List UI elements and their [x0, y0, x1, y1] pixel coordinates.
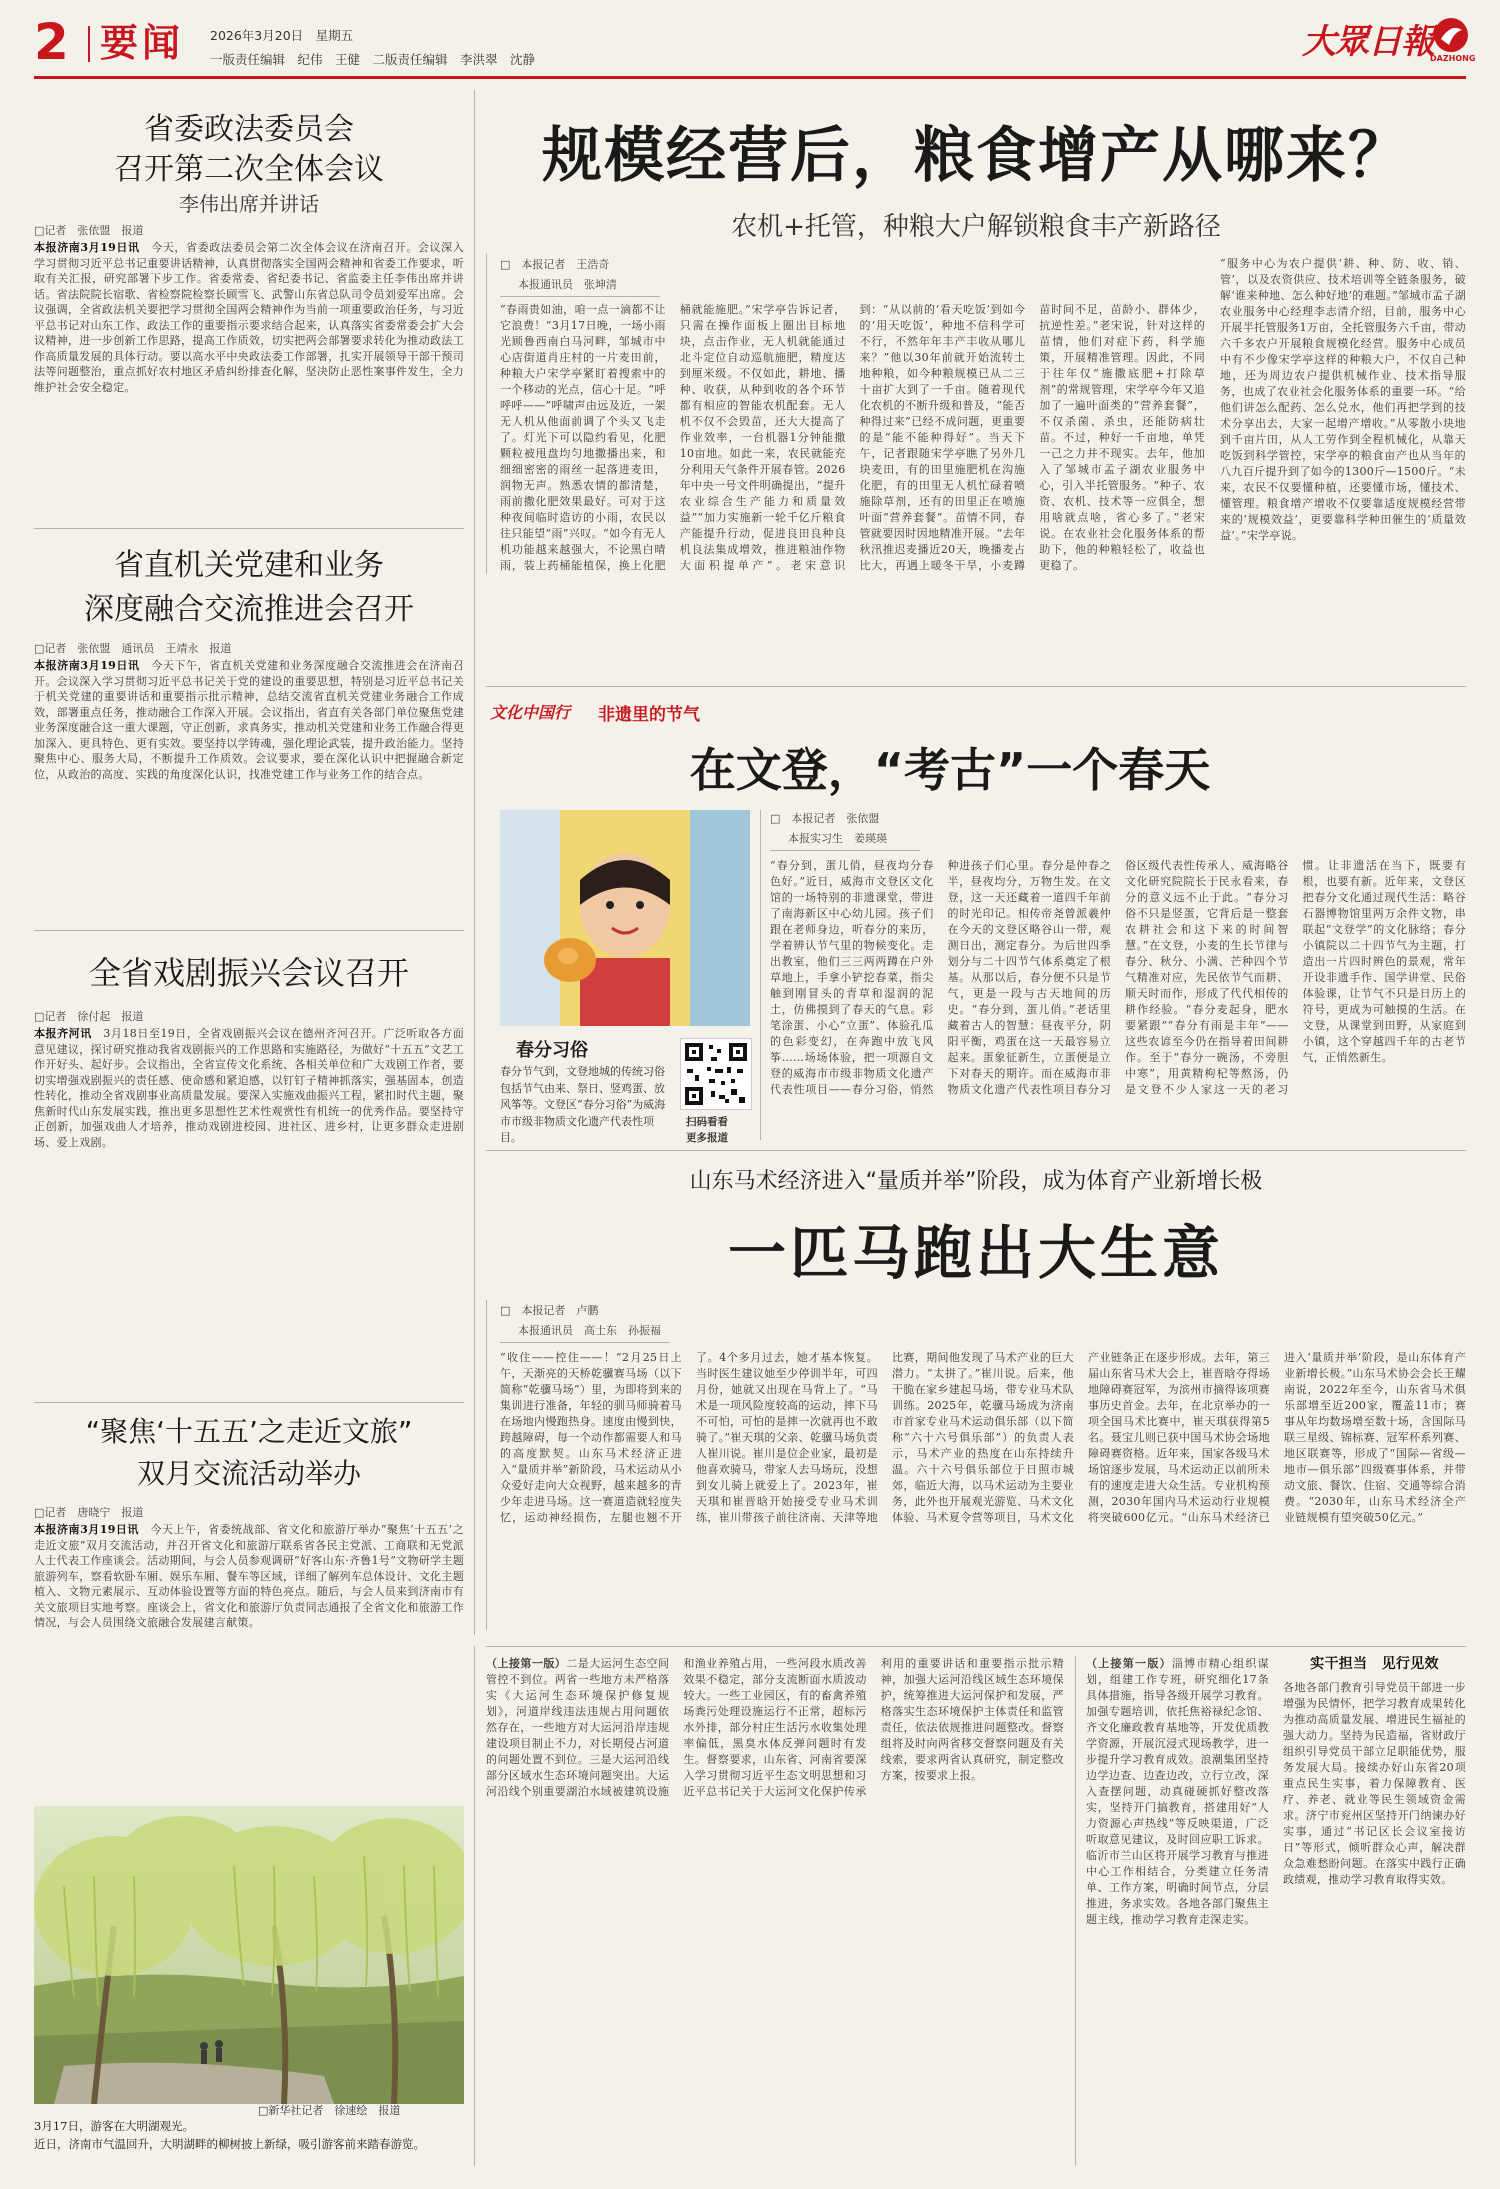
- article-4-title-line1: “聚焦‘十五五’之走近文旅”: [85, 1415, 413, 1448]
- byline-divider: [486, 254, 487, 574]
- feature-banner-logo: 文化中国行: [490, 703, 571, 722]
- divider: [486, 1150, 1466, 1151]
- qr-label-1: 扫码看看: [686, 1116, 728, 1128]
- byline-underline: [770, 850, 920, 851]
- article-2-text: 今天下午，省直机关党建和业务深度融合交流推进会在济南召开。会议深入学习贯彻习近平总书记关于党的建设的重要思想，特别是习近平总书记关于机关党建的重要讲话和重要指示批示精神，总结交流省直机关党建业务融合工作成效，部署重点任务，推动融合工作深入开展。会议指出，省直有关各部门单位聚焦党建业务深度融合这一重大课题，守正创新，求真务实，推动机关党建和业务工作融合得更加深入、更具特色、更有实效。要坚持以学铸魂，强化理论武装，提升政治能力。坚持聚焦中心、服务大局，不断提升工作质效。会议要求，要在深化认识中把握融合新定位，从政治的高度、实践的角度深化认识，找准党建工作与业务工作的结合点。: [34, 659, 464, 781]
- logo-text: 大眾日報: [1302, 22, 1434, 62]
- byline-underline: [500, 296, 660, 297]
- divider: [486, 1646, 1466, 1647]
- article-3-body: [34, 1026, 464, 1418]
- horse-byline-correspondents: 本报通讯员 高士东 孙振福: [518, 1324, 661, 1337]
- horse-body: “收住——控住——！”2月25日上午，天渐亮的天桥乾骥赛马场（以下简称“乾骥马场”）里，为即将到来的集训进行准备，年轻的驯马师骑着马在场地内慢跑热身。速度由慢到快，跨越障碍，每一个动作都需要人和马的高度默契。山东马术经济正进入“量质并举”新阶段，马术运动从小众爱好走向大众视野，越来越多的青少年走进马场。这一赛道造就轻度失忆，运动神经损伤，左腿也翘不开了。4个多月过去，她才基本恢复。当时医生建议她至少停训半年，可四月份，她就又出现在马背上了。“马术是一项风险度较高的运动，摔下马不可怕，可怕的是摔一次就再也不敢骑了。”崔天琪的父亲、乾骥马场负责人崔川说。崔川是位企业家，最初是他喜欢骑马，带家人去马场玩，没想到女儿骑上就爱上了。2023年，崔天琪和崔晋晗开始接受专业马术训练，崔川带孩子前往济南、天津等地比赛，期间他发现了马术产业的巨大潜力。“太拼了。”崔川说。后来，他干脆在家乡建起马场，带专业马术队训练。2025年，乾骥马场成为济南市首家专业马术运动俱乐部（以下简称“六十六号俱乐部”）的负责人表示，马术产业的热度在山东持续升温。六十六号俱乐部位于日照市城郊，临近大海，以马术运动为主要业务，此外也开展观光游览、马术文化体验、马术夏令营等项目，马术文化产业链条正在逐步形成。去年，第三届山东省马术大会上，崔晋晗夺得场地障碍赛冠军，为滨州市摘得该项赛事历史首金。去年，在北京举办的一项全国马术比赛中，崔天琪获得第5名。聂宝儿则已获中国马术协会场地障碍赛资格。近年来，国家各级马术场馆逐步发展，马术运动正以前所未有的速度走进大众生活。专业机构预测，2030年国内马术运动行业规模将突破600亿元。“山东马术经济已进入‘量质并举’阶段，是山东体育产业新增长极。”山东马术协会会长王耀南说，2022年至今，山东省马术俱乐部增至近200家，覆盖11市；赛事从年均数场增至数十场，含国际马联三星级、锦标赛、冠军杯系列赛、地区联赛等，形成了“国际—省级—地市—俱乐部”四级赛事体系，并带动文旅、餐饮、住宿、交通等综合消费。“2030年，山东马术经济全产业链规模有望突破50亿元。”: [500, 1351, 1466, 1524]
- qr-label-2: 更多报道: [686, 1132, 728, 1144]
- article-1-title-line2: 召开第二次全体会议: [114, 152, 384, 187]
- feature-photo-title: 春分习俗: [516, 1040, 588, 1061]
- article-1-subtitle: 李伟出席并讲话: [179, 192, 319, 216]
- article-1-dateline: 本报济南3月19日讯: [34, 241, 140, 254]
- article-2-byline: □记者 张依盟 通讯员 王靖永 报道: [34, 642, 232, 655]
- article-3-text: 3月18日至19日，全省戏剧振兴会议在德州齐河召开。广泛听取各方面意见建议，探讨研究推动我省戏剧振兴的工作思路和实施路径，为做好“十五五”文艺工作开好头、起好步。会议指出，全省宣传文化系统、各相关单位和广大戏剧工作者，要切实增强戏剧振兴的责任感、使命感和紧迫感，以钉钉子精神抓落实，强基固本，创造性转化，推动全省戏剧事业高质量发展。要深入实施戏曲振兴工程，紧扣时代主题，聚焦新时代山东发展实践，推出更多思想性艺术性观赏性有机统一的优秀作品。要坚持守正创新，加强戏曲人才培养，推动戏剧进校园、进社区、进乡村，让更多群众走进剧场、爱上戏剧。: [34, 1027, 464, 1149]
- willow-lake-photo: [34, 1806, 464, 2104]
- horse-kicker: 山东马术经济进入“量质并举”阶段，成为体育产业新增长极: [689, 1169, 1263, 1194]
- photo-caption-line1: 3月17日，游客在大明湖观光。: [34, 2119, 194, 2133]
- feature-body: “春分到，蛋儿俏，昼夜均分春色好。”近日，威海市文登区文化馆的一场特别的非遗课堂，带进了南海新区中心幼儿园。孩子们跟在老师身边，听春分的来历，学着辨认节气里的物候变化。走出教室，他们三三两两蹲在户外草地上，手拿小铲挖春菜，指尖触到刚冒头的青草和湿润的泥土，仿佛摸到了春天的气息。彩笔涂蛋、小心“立蛋”、体验孔瓜的色彩变幻，在奔跑中放飞风筝……场场体验，把一项源自文登的威海市市级非物质文化遗产代表性项目——春分习俗，悄然种进孩子们心里。春分是仲春之半，昼夜均分，万物生发。在文登，这一天还藏着一道四千年前的时光印记。相传帝尧曾派羲仲在今天的文登区略谷山一带，观测日出，测定春分。为后世四季划分与二十四节气体系奠定了根基。从那以后，春分便不只是节气，更是一段与古天地间的历史。“春分到，蛋儿俏。”老话里藏着古人的智慧：昼夜平分，阴阳平衡，鸡蛋在这一天最容易立起来。蛋象征新生，立蛋便是立下对春天的期许。而在威海市非物质文化遗产代表性项目春分习俗区级代表性传承人、威海略谷文化研究院院长于民永看来，春分的意义远不止于此。“春分习俗不只是竖蛋，它背后是一整套农耕社会和这下来的时间智慧。”在文登，小麦的生长节律与春分、秋分、小满、芒种四个节气精准对应，先民依节气而耕、顺天时而作，形成了代代相传的耕作经验。“春分麦起身，肥水要紧跟”“春分有雨是丰年”——这些农谚至今仍在指导着田间耕作。至于“春分一碗汤，不旁胆中寒”，用黄精枸杞等熬汤，仍是文登不少人家这一天的老习惯。让非遗活在当下，既要有根，也要有新。近年来，文登区把春分文化通过现代生活：略谷石器博物馆里两万余件文物，串联起“文登学”的文化脉络；春分小镇院以二十四节气为主题，打造出一片四时辨色的景观，常年开设非遗手作、国学讲堂、民俗体验课，让节气不只是日历上的符号，更成为可触摸的生活。在文登，从课堂到田野，从家庭到小镇，这个穿越四千年的古老节气，正悄然新生。: [770, 859, 1466, 1096]
- article-4-body: [34, 1522, 464, 1784]
- article-2-title-line1: 省直机关党建和业务: [114, 548, 384, 583]
- article-3-dateline: 本报齐河讯: [34, 1027, 92, 1040]
- qr-code[interactable]: [680, 1038, 752, 1110]
- logo-emblem-icon: [1434, 18, 1468, 52]
- article-1-text: 今天，省委政法委员会第二次全体会议在济南召开。会议深入学习贯彻习近平总书记重要讲话精神，认真贯彻落实全国两会精神和省委工作要求，听取有关汇报，研究部署下步工作。省委常委、省纪委书记、省监委主任李伟出席并讲话。省法院院长宿歌、省检察院检察长顾雪飞、武警山东省总队司令员刘爱军出席。会议强调，全省政法机关要把学习贯彻全国两会精神作为当前一项重要政治任务，与习近平总书记对山东工作、政法工作的重要指示要求结合起来，认真落实省委常委会扩大会议精神，进一步创新工作思路，提高工作质效，切实把两会部署要求转化为推动政法工作高质量发展的具体行动。要以高水平中央政法委工作部署，扎实开展领导干部干预司法等问题整治，重点抓好农村地区矛盾纠纷排查化解，坚决防止恶性案事件发生，全力维护社会安全稳定。: [34, 241, 464, 394]
- bottom-right-subhead: 实干担当 见行见效: [1310, 1656, 1439, 1672]
- divider: [486, 686, 1466, 687]
- article-4-title-line2: 双月交流活动举办: [136, 1457, 361, 1490]
- main1-byline-reporter: □ 本报记者 王浩奇: [500, 258, 610, 271]
- section-name: 要闻: [100, 21, 185, 65]
- feature-banner: [490, 696, 790, 726]
- article-2-title-line2: 深度融合交流推进会召开: [84, 592, 414, 627]
- photo-caption-line2: 近日，济南市气温回升，大明湖畔的柳树披上新绿，吸引游客前来踏春游览。: [34, 2137, 425, 2151]
- divider: [34, 930, 464, 931]
- article-1-body: [34, 240, 464, 500]
- masthead: [0, 0, 1500, 80]
- bottom-right-text-2: 各地各部门教育引导党员干部进一步增强为民情怀，把学习教育成果转化为推动高质量发展、增进民生福祉的强大动力。坚持为民造福，省财政厅组织引导党员干部立足职能优势，服务发展大局。接续办好山东省20项重点民生实事，着力保障教育、医疗、养老、就业等民生领域资金需求。济宁市兖州区坚持开门纳谏办好实事，通过“书记区长会议室接访日”等形式，倾听群众心声，解决群众急难愁盼问题。在落实中践行正确政绩观，推动学习教育取得实效。: [1283, 1681, 1466, 1886]
- column-divider: [474, 90, 475, 1635]
- feature-photo-caption: 春分节气到，文登地城的传统习俗包括节气由来、祭日、竖鸡蛋、放风筝等。文登区“春分习俗”为威海市市级非物质文化遗产代表性项目。: [500, 1065, 666, 1144]
- main-headline: 规模经营后，粮食增产从哪来？: [542, 121, 1410, 191]
- article-4-byline: □记者 唐晓宁 报道: [34, 1506, 144, 1519]
- bottom-left-text: 二是大运河生态空间管控不到位。两省一些地方未严格落实《大运河生态环境保护修复规划》，河道岸线违法违规占用问题依然存在，一些地方对大运河沿岸违规建设项目制止不力，对长期侵占河道的问题处置不到位。三是大运河沿线部分区域水生态环境问题突出。大运河沿线个别重要湖泊水域被建筑设施和渔业养殖占用，一些河段水质改善效果不稳定，部分支流断面水质波动较大。一些工业园区，有的畜禽养殖场粪污处理设施运行不正常，超标污水外排，部分村庄生活污水收集处理率偏低，黑臭水体反弹问题时有发生。督察要求，山东省、河南省要深入学习贯彻习近平生态文明思想和习近平总书记关于大运河文化保护传承利用的重要讲话和重要指示批示精神，加强大运河沿线区域生态环境保护，统筹推进大运河保护和发展，严格落实生态环境保护主体责任和监管责任，依法依规推进问题整改。督察组将及时向两省移交督察问题及有关线索，要求两省认真研究，制定整改方案，按要求上报。: [486, 1657, 1064, 1798]
- feature-byline-reporter: □ 本报记者 张依盟: [770, 812, 880, 825]
- feature-headline: 在文登，“考古”一个春天: [689, 743, 1211, 797]
- main1-body: “春雨贵如油，咱一点一滴都不让它浪费！”3月17日晚，一场小雨光顾鲁西南白马河畔，邹城市中心店街道肖庄村的一片麦田前，种粮大户宋学亭紧盯着搜索中的一个移动的光点，信心十足。“呼呼呼——”呼啸声由远及近，一架无人机从他面前调了个头又飞走了。灯光下可以隐约看见，化肥颗粒被甩盘均匀地撒播出来，和细细密密的雨丝一起落进麦田，润物无声。熟悉农情的都清楚，雨前撒化肥效果最好。可对于这种夜间临时造访的小雨，农民以往只能望“雨”兴叹。“如今有无人机功能越来越强大，不论黑白晴雨，装上药桶能植保，换上化肥桶就能施肥。”宋学亭告诉记者，只需在操作面板上圈出目标地块，点击作业，无人机就能通过北斗定位自动巡航施肥，精度达到厘米级。不仅如此，耕地、播种、收获，从种到收的各个环节都有相应的智能农机配套。无人机不仅不会毁苗，还大大提高了作业效率，一台机器1分钟能撒10亩地。如此一来，农民就能充分利用天气条件开展春管。2026年中央一号文件明确提出，“提升农业综合生产能力和质量效益”“加力实施新一轮千亿斤粮食产能提升行动，促进良田良种良机良法集成增效，推进粮油作物大面积提单产”。老宋意识到：“从以前的‘看天吃饭’到如今的‘用天吃饭’，种地不信科学可不行，不然年年丰产丰收从哪儿来？”他以30年前就开始流转土地种粮，如今种粮规模已从二三十亩扩大到了一千亩。随着现代化农机的不断升级和普及，“能否种得过来”已经不成问题，更重要的是“能不能种得好”。当天下午，记者跟随宋学亭瞧了另外几块麦田，有的田里施肥机在沟施化肥，有的田里无人机忙碌着喷施除草剂，还有的田里正在喷施叶面“营养套餐”。苗情不同，春管就要因时因地精准开展。“去年秋汛推迟麦播近20天，晚播麦占比大，再遇上暖冬干旱，小麦蹲苗时间不足，苗龄小、群体少，抗逆性差。”老宋说，针对这样的苗情，他们对症下药，科学施策，开展精准管理。因此，不同于往年仅“施撒底肥+打除草剂”的常规管理，宋学亭今年又追加了一遍叶面类的“营养套餐”，不仅杀菌、杀虫，还能防病壮苗。不过，种好一千亩地，单凭一己之力并不现实。去年，他加入了邹城市孟子湖农业服务中心，引入半托管服务。“种子、农资、农机、技术等一应俱全，想用啥就点啥，省心多了。”老宋说。在农业社会化服务体系的帮助下，他的种粮轻松了，收益也更稳了。: [500, 303, 1205, 572]
- bottom-right-text: 淄博市精心组织谋划，组建工作专班，研究细化17条具体措施，指导各级开展学习教育。加强专题培训，依托焦裕禄纪念馆、齐文化廉政教育基地等，开发优质教学资源，开展沉浸式现场教学，进一步提升学习教育成效。浪潮集团坚持边学边查、边查边改，立行立改，深入查摆问题，动真碰硬抓好整改落实，坚持开门搞教育，搭建用好“人力资源心声热线”等反映渠道，广泛听取意见建议，及时回应职工诉求。临沂市兰山区将开展学习教育与推进中心工作相结合，分类建立任务清单、工作方案，明确时间节点，分层推进，务求实效。各地各部门聚焦主题主线，推动学习教育走深走实。: [1086, 1657, 1269, 1926]
- page-number: 2: [34, 13, 69, 71]
- article-2-body: [34, 658, 464, 916]
- article-4-text: 今天上午，省委统战部、省文化和旅游厅举办“聚焦‘十五五’之走近文旅”双月交流活动，并召开省文化和旅游厅联系省各民主党派、工商联和无党派人士代表工作座谈会。活动期间，与会人员参观调研“好客山东·齐鲁1号”文物研学主题旅游列车，察看软卧车厢、娱乐车厢、餐车等区域，详细了解列车总体设计、文化主题植入、文物元素展示、互动体验设置等方面的特色亮点。随后，与会人员来到济南市有关文旅项目实地考察。座谈会上，省文化和旅游厅负责同志通报了全省文化和旅游工作情况，与会人员围绕文旅融合发展建言献策。: [34, 1523, 464, 1629]
- main1-byline-correspondent: 本报通讯员 张坤清: [518, 278, 617, 291]
- article-4-dateline: 本报济南3月19日讯: [34, 1523, 139, 1536]
- divider: [34, 1402, 464, 1403]
- logo-sub: DAZHONG: [1430, 54, 1476, 63]
- divider: [34, 528, 464, 529]
- bottom-right-body: [1086, 1656, 1466, 2166]
- main-subheadline: 农机+托管，种粮大户解锁粮食丰产新路径: [731, 212, 1221, 242]
- photo-credit: □新华社记者 徐速绘 报道: [258, 2104, 401, 2117]
- column-divider: [1075, 1656, 1076, 2166]
- article-3-title: 全省戏剧振兴会议召开: [88, 954, 409, 992]
- newspaper-logo: [1302, 10, 1476, 72]
- horse-byline-reporter: □ 本报记者 卢鹏: [500, 1304, 599, 1317]
- byline-underline: [500, 1342, 670, 1343]
- article-1-title-line1: 省委政法委员会: [144, 112, 354, 147]
- feature-photo: [500, 810, 750, 1026]
- masthead-rule: [34, 76, 1466, 79]
- byline-divider: [486, 1300, 487, 1630]
- feature-byline-intern: 本报实习生 姜瑛瑛: [788, 832, 887, 845]
- bottom-left-body: [486, 1656, 1064, 2166]
- masthead-divider: [88, 26, 90, 62]
- date-line: 2026年3月20日 星期五: [210, 28, 354, 43]
- bottom-left-continued: （上接第一版）: [486, 1657, 567, 1670]
- horse-headline: 一匹马跑出大生意: [727, 1219, 1224, 1287]
- feature-banner-title: 非遗里的节气: [598, 705, 700, 725]
- bottom-right-continued: （上接第一版）: [1086, 1657, 1172, 1670]
- article-1-byline: □记者 张依盟 报道: [34, 224, 144, 237]
- article-2-dateline: 本报济南3月19日讯: [34, 659, 140, 672]
- article-3-byline: □记者 徐付起 报道: [34, 1010, 144, 1023]
- editors-line: 一版责任编辑 纪伟 王健 二版责任编辑 李洪翠 沈静: [210, 52, 536, 67]
- main1-body-continued: “服务中心为农户提供‘耕、种、防、收、销、管’，以及农资供应、技术培训等全链条服务，破解‘谁来种地、怎么种好地’的难题。”邹城市孟子湖农业服务中心经理李志清介绍，目前，服务中心开展半托管服务1万亩，全托管服务六千亩，带动六千多农户开展粮食规模化经营。服务中心成员中有不少像宋学亭这样的种粮大户，不仅自己种地，还为周边农户提供机械作业、技术指导服务，也成了农业社会化服务体系的重要一环。“给他们讲怎么配药、怎么兑水，他们再把学到的技术分享出去，大家一起增产增收。”从零散小块地到千亩片田，从人工劳作到全程机械化，从靠天吃饭到科学管控，宋学亭的粮食亩产也从当年的八九百斤提升到了如今的1300斤—1500斤。“未来，农民不仅要懂种植，还要懂市场，懂技术、懂管理。粮食增产增收不仅要靠适度规模经营带来的‘规模效益’，更要靠科学种田催生的‘质量效益’。”宋学亭说。: [1220, 257, 1466, 542]
- column-divider: [474, 1646, 475, 2166]
- byline-divider: [760, 810, 761, 1140]
